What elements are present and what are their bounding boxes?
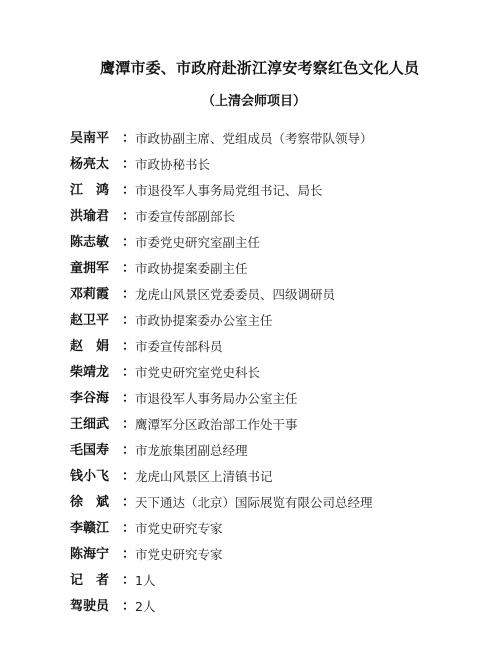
member-role: 市委党史研究室副主任 bbox=[135, 235, 261, 250]
member-name: 江 鸿 bbox=[70, 183, 110, 198]
member-name: 吴南平 bbox=[70, 131, 110, 146]
member-colon: ： bbox=[122, 157, 136, 172]
member-name: 毛国寿 bbox=[70, 443, 110, 458]
member-role: 市龙旅集团副总经理 bbox=[135, 443, 248, 458]
member-colon: ： bbox=[122, 313, 136, 328]
list-item bbox=[70, 256, 470, 282]
member-list bbox=[70, 126, 470, 620]
member-name: 李谷海 bbox=[70, 391, 110, 406]
member-name: 邓莉霞 bbox=[70, 287, 110, 302]
member-name: 王细武 bbox=[70, 417, 110, 432]
member-role: 市委宣传部副部长 bbox=[135, 209, 236, 224]
list-item bbox=[70, 516, 470, 542]
list-item bbox=[70, 178, 470, 204]
member-colon: ： bbox=[122, 131, 136, 146]
member-colon: ： bbox=[122, 417, 136, 432]
member-colon: ： bbox=[122, 391, 136, 406]
member-name: 徐 斌 bbox=[70, 495, 110, 510]
member-role: 鹰潭军分区政治部工作处干事 bbox=[135, 417, 298, 432]
member-name: 陈志敏 bbox=[70, 235, 110, 250]
member-colon: ： bbox=[122, 495, 136, 510]
member-name: 陈海宁 bbox=[70, 547, 110, 562]
member-colon: ： bbox=[122, 183, 136, 198]
member-role: 市党史研究专家 bbox=[135, 521, 223, 536]
list-item bbox=[70, 282, 470, 308]
member-role: 龙虎山风景区上清镇书记 bbox=[135, 469, 273, 484]
member-colon: ： bbox=[122, 287, 136, 302]
member-name: 洪瑜君 bbox=[70, 209, 110, 224]
member-colon: ： bbox=[122, 443, 136, 458]
list-item bbox=[70, 542, 470, 568]
list-item bbox=[70, 386, 470, 412]
member-colon: ： bbox=[122, 521, 136, 536]
list-item bbox=[70, 594, 470, 620]
member-role: 2人 bbox=[135, 599, 156, 614]
member-colon: ： bbox=[122, 261, 136, 276]
document-subtitle: （上清会师项目） bbox=[202, 94, 307, 109]
member-role: 市退役军人事务局党组书记、局长 bbox=[135, 183, 323, 198]
member-colon: ： bbox=[122, 339, 136, 354]
member-role: 市党史研究室党史科长 bbox=[135, 365, 261, 380]
member-role: 天下通达（北京）国际展览有限公司总经理 bbox=[135, 495, 373, 510]
list-item bbox=[70, 412, 470, 438]
member-colon: ： bbox=[122, 547, 136, 562]
member-name: 记 者 bbox=[70, 573, 110, 588]
member-colon: ： bbox=[122, 235, 136, 250]
member-name: 赵 娟 bbox=[70, 339, 110, 354]
list-item bbox=[70, 308, 470, 334]
list-item bbox=[70, 568, 470, 594]
member-role: 1人 bbox=[135, 573, 156, 588]
list-item bbox=[70, 438, 470, 464]
list-item bbox=[70, 360, 470, 386]
list-item bbox=[70, 230, 470, 256]
member-colon: ： bbox=[122, 469, 136, 484]
member-colon: ： bbox=[122, 573, 136, 588]
list-item bbox=[70, 490, 470, 516]
list-item bbox=[70, 464, 470, 490]
member-role: 市政协提案委办公室主任 bbox=[135, 313, 273, 328]
member-colon: ： bbox=[122, 599, 136, 614]
member-role: 市政协秘书长 bbox=[135, 157, 211, 172]
list-item bbox=[70, 126, 470, 152]
member-role: 市退役军人事务局办公室主任 bbox=[135, 391, 298, 406]
list-item bbox=[70, 204, 470, 230]
member-name: 童拥军 bbox=[70, 261, 110, 276]
member-role: 龙虎山风景区党委委员、四级调研员 bbox=[135, 287, 336, 302]
member-name: 柴靖龙 bbox=[70, 365, 110, 380]
member-role: 市党史研究专家 bbox=[135, 547, 223, 562]
member-name: 赵卫平 bbox=[70, 313, 110, 328]
document-title: 鹰潭市委、市政府赴浙江淳安考察红色文化人员 bbox=[100, 59, 420, 77]
member-role: 市政协副主席、党组成员（考察带队领导） bbox=[135, 131, 373, 146]
member-role: 市委宣传部科员 bbox=[135, 339, 223, 354]
list-item bbox=[70, 334, 470, 360]
member-colon: ： bbox=[122, 365, 136, 380]
member-colon: ： bbox=[122, 209, 136, 224]
member-role: 市政协提案委副主任 bbox=[135, 261, 248, 276]
member-name: 杨亮太 bbox=[70, 157, 110, 172]
member-name: 李赣江 bbox=[70, 521, 110, 536]
member-name: 钱小飞 bbox=[70, 469, 110, 484]
list-item bbox=[70, 152, 470, 178]
member-name: 驾驶员 bbox=[70, 599, 110, 614]
